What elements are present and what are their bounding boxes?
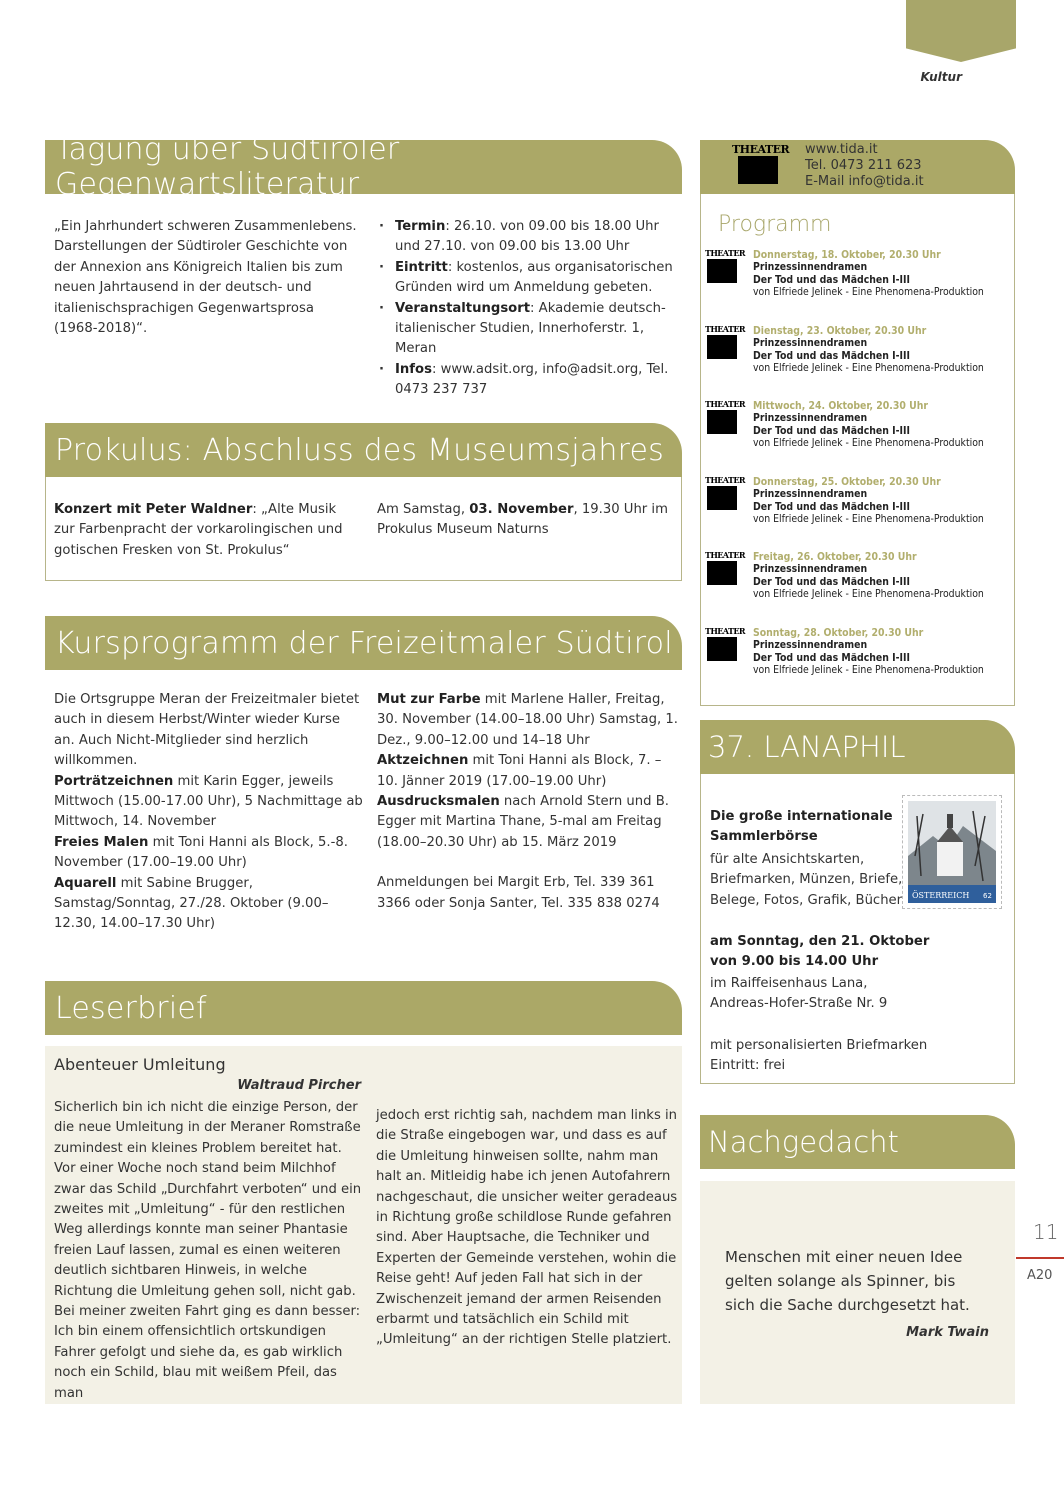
tagung-infos: · Infos: www.adsit.org, info@adsit.org, Tel. 0473 237 737 xyxy=(377,360,682,401)
event-item xyxy=(753,400,1011,450)
event-subtitle: Der Tod und das Mädchen I-III xyxy=(753,424,910,437)
event-subtitle: Der Tod und das Mädchen I-III xyxy=(753,500,910,513)
event-item xyxy=(753,627,1011,677)
nachgedacht-title: Nachgedacht xyxy=(700,1115,1015,1169)
tagung-title: Tagung über Südtiroler Gegenwartsliteratur xyxy=(45,140,682,194)
leserbrief-author: Waltraud Pircher xyxy=(237,1078,361,1093)
event-subtitle: Der Tod und das Mädchen I-III xyxy=(753,575,910,588)
section-tab-marker xyxy=(906,0,1016,62)
kurs-mut-zur-farbe: Mut zur Farbe mit Marlene Haller, Freitag, 30. November (14.00–18.00 Uhr) Samstag, 1. Dez., 9.00–12.00 und 14–18 Uhr xyxy=(377,692,678,748)
leserbrief-col1: Sicherlich bin ich nicht die einzige Person, der die neue Umleitung in der Meraner Romstraße zumindest ein kleines Problem bereitet hat. Vor einer Woche noch stand beim Milchhof zwar das Schild „Durchfahrt verboten“ und ein zweites mit „Umleitung“ - für den restlichen Weg allerdings konnte man seiner Phantasie freien Lauf lassen, zumal es einen weiteren deutlich sichtbaren Hinweis, in welche Richtung die Umleitung gehen soll, nicht gab. Bei meiner zweiten Fahrt ging es dann besser: Ich bin einem offensichtlich ortskundigen Fahrer gefolgt und siehe da, es gab wirklich noch ein Schild, blau mit weißem Pfeil, das man xyxy=(54,1100,362,1401)
event-date: Freitag, 26. Oktober, 20.30 Uhr xyxy=(753,551,917,563)
event-item xyxy=(753,551,1011,601)
kurs-freies-malen: Freies Malen mit Toni Hanni als Block, 5.-8. November (17.00–19.00 Uhr) xyxy=(54,834,348,871)
event-credit: von Elfriede Jelinek - Eine Phenomena-Produktion xyxy=(753,588,984,601)
event-title: Prinzessinnendramen xyxy=(753,563,868,576)
event-item xyxy=(753,249,1011,299)
kurs-ausdrucksmalen: Ausdrucksmalen nach Arnold Stern und B. Egger mit Martina Thane, 5-mal am Freitag (18.00–20.30 Uhr) ab 15. März 2019 xyxy=(377,794,669,850)
stamp-country: ÖSTERREICH xyxy=(912,891,970,900)
event-title: Prinzessinnendramen xyxy=(753,488,868,501)
kurs-anmeldung: Anmeldungen bei Margit Erb, Tel. 339 361 3366 oder Sonja Santer, Tel. 335 838 0274 xyxy=(377,875,660,911)
event-credit: von Elfriede Jelinek - Eine Phenomena-Produktion xyxy=(753,286,984,299)
theater-mail[interactable]: E-Mail info@tida.it xyxy=(805,174,924,189)
prokulus-date: Am Samstag, 03. November, 19.30 Uhr im Prokulus Museum Naturns xyxy=(377,502,668,538)
nachgedacht-author: Mark Twain xyxy=(906,1325,989,1340)
event-title: Prinzessinnendramen xyxy=(753,639,868,652)
page-code: A20 xyxy=(1027,1268,1053,1283)
kurs-title: Kursprogramm der Freizeitmaler Südtirol xyxy=(45,616,682,670)
tagung-eintritt: · Eintritt: kostenlos, aus organisatorischen Gründen wird um Anmeldung gebeten. xyxy=(377,258,682,299)
prokulus-title: Prokulus: Abschluss des Museumsjahres xyxy=(45,423,682,477)
lanaphil-place: im Raiffeisenhaus Lana, Andreas-Hofer-Straße Nr. 9 xyxy=(710,976,888,1012)
page-divider xyxy=(1016,1257,1064,1259)
tagung-termin: · Termin: 26.10. von 09.00 bis 18.00 Uhr und 27.10. von 09.00 bis 13.00 Uhr xyxy=(377,217,682,258)
tagung-intro: „Ein Jahrhundert schweren Zusammenlebens. Darstellungen der Südtiroler Geschichte von der Annexion ans Königreich Italien bis zum neuen Jahrtausend in der deutsch- und italienischsprachigen Gegenwartsprosa (1968-2018)“. xyxy=(54,219,357,337)
page-number: 11 xyxy=(1033,1220,1059,1244)
event-title: Prinzessinnendramen xyxy=(753,261,868,274)
stamp-image xyxy=(902,795,1002,909)
theater-contact xyxy=(805,142,924,190)
kurs-col1 xyxy=(54,690,364,935)
event-subtitle: Der Tod und das Mädchen I-III xyxy=(753,651,910,664)
event-subtitle: Der Tod und das Mädchen I-III xyxy=(753,273,910,286)
programm-title: Programm xyxy=(718,212,832,237)
lanaphil-date: am Sonntag, den 21. Oktober von 9.00 bis 14.00 Uhr xyxy=(710,934,930,970)
event-item xyxy=(753,325,1011,375)
event-theater-logo: THEATER xyxy=(705,476,747,512)
kurs-aktzeichnen: Aktzeichnen mit Toni Hanni als Block, 7. – 10. Jänner 2019 (17.00–19.00 Uhr) xyxy=(377,753,662,789)
event-date: Dienstag, 23. Oktober, 20.30 Uhr xyxy=(753,325,927,337)
kurs-intro: Die Ortsgruppe Meran der Freizeitmaler bietet auch in diesem Herbst/Winter wieder Kurse an. Auch Nicht-Mitglieder sind herzlich willkommen. xyxy=(54,692,360,769)
kurs-porträt: Porträtzeichnen mit Karin Egger, jeweils Mittwoch (15.00-17.00 Uhr), 5 Nachmittage ab Mittwoch, 14. November xyxy=(54,773,363,830)
event-theater-logo: THEATER xyxy=(705,249,747,285)
event-date: Sonntag, 28. Oktober, 20.30 Uhr xyxy=(753,627,924,639)
event-date: Donnerstag, 18. Oktober, 20.30 Uhr xyxy=(753,249,941,261)
kurs-aquarell: Aquarell mit Sabine Brugger, Samstag/Sonntag, 27./28. Oktober (9.00–12.30, 14.00–17.30 Uhr) xyxy=(54,875,329,932)
event-credit: von Elfriede Jelinek - Eine Phenomena-Produktion xyxy=(753,362,984,375)
lanaphil-headline: Die große internationale Sammlerbörse xyxy=(710,809,893,845)
event-credit: von Elfriede Jelinek - Eine Phenomena-Produktion xyxy=(753,664,984,677)
leserbrief-col2: jedoch erst richtig sah, nachdem man links in die Straße eingebogen war, und dass es auf die Umleitung hinweisen sollte, nahm man halt an. Mitleidig habe ich jenen Autofahrern nachgeschaut, die unsicher weiter geradeaus in Richtung große schildlose Runde gefahren sind. Aber Hauptsache, die Techniker und Experten der Gemeinde verstehen, wohin die Reise geht! Auf jeden Fall hat sich in der Zwischenzeit jemand der armen Reisenden erbarmt und tatsächlich ein Schild mit „Umleitung“ an der richtigen Stelle platziert. xyxy=(376,1108,678,1348)
kurs-col2 xyxy=(377,690,682,914)
lanaphil-entry: Eintritt: frei xyxy=(710,1058,786,1073)
event-theater-logo: THEATER xyxy=(705,551,747,587)
lanaphil-extra: mit personalisierten Briefmarken xyxy=(710,1038,928,1053)
lanaphil-desc: für alte Ansichtskarten, Briefmarken, Münzen, Briefe, Belege, Fotos, Grafik, Bücher xyxy=(710,852,903,908)
event-credit: von Elfriede Jelinek - Eine Phenomena-Produktion xyxy=(753,437,984,450)
tagung-ort: · Veranstaltungsort: Akademie deutsch-italienischer Studien, Innerhoferstr. 1, Meran xyxy=(377,299,682,360)
theater-logo: THEATER xyxy=(732,143,792,191)
stamp-value: 62 xyxy=(983,892,992,900)
lanaphil-title: 37. LANAPHIL xyxy=(700,720,1015,774)
event-credit: von Elfriede Jelinek - Eine Phenomena-Produktion xyxy=(753,513,984,526)
event-date: Donnerstag, 25. Oktober, 20.30 Uhr xyxy=(753,476,941,488)
nachgedacht-quote: Menschen mit einer neuen Idee gelten solange als Spinner, bis sich die Sache durchgesetzt hat. xyxy=(725,1248,970,1314)
tagung-details xyxy=(377,217,682,401)
event-date: Mittwoch, 24. Oktober, 20.30 Uhr xyxy=(753,400,928,412)
event-item xyxy=(753,476,1011,526)
theater-tel: Tel. 0473 211 623 xyxy=(805,158,922,173)
event-theater-logo: THEATER xyxy=(705,325,747,361)
event-theater-logo: THEATER xyxy=(705,627,747,663)
event-title: Prinzessinnendramen xyxy=(753,337,868,350)
leserbrief-subtitle: Abenteuer Umleitung xyxy=(54,1055,226,1074)
leserbrief-title: Leserbrief xyxy=(45,981,682,1035)
event-title: Prinzessinnendramen xyxy=(753,412,868,425)
theater-web[interactable]: www.tida.it xyxy=(805,142,878,157)
prokulus-konzert: Konzert mit Peter Waldner: „Alte Musik zur Farbenpracht der vorkarolingischen und gotischen Fresken von St. Prokulus“ xyxy=(54,502,343,558)
event-theater-logo: THEATER xyxy=(705,400,747,436)
section-label: Kultur xyxy=(920,70,962,84)
event-subtitle: Der Tod und das Mädchen I-III xyxy=(753,349,910,362)
